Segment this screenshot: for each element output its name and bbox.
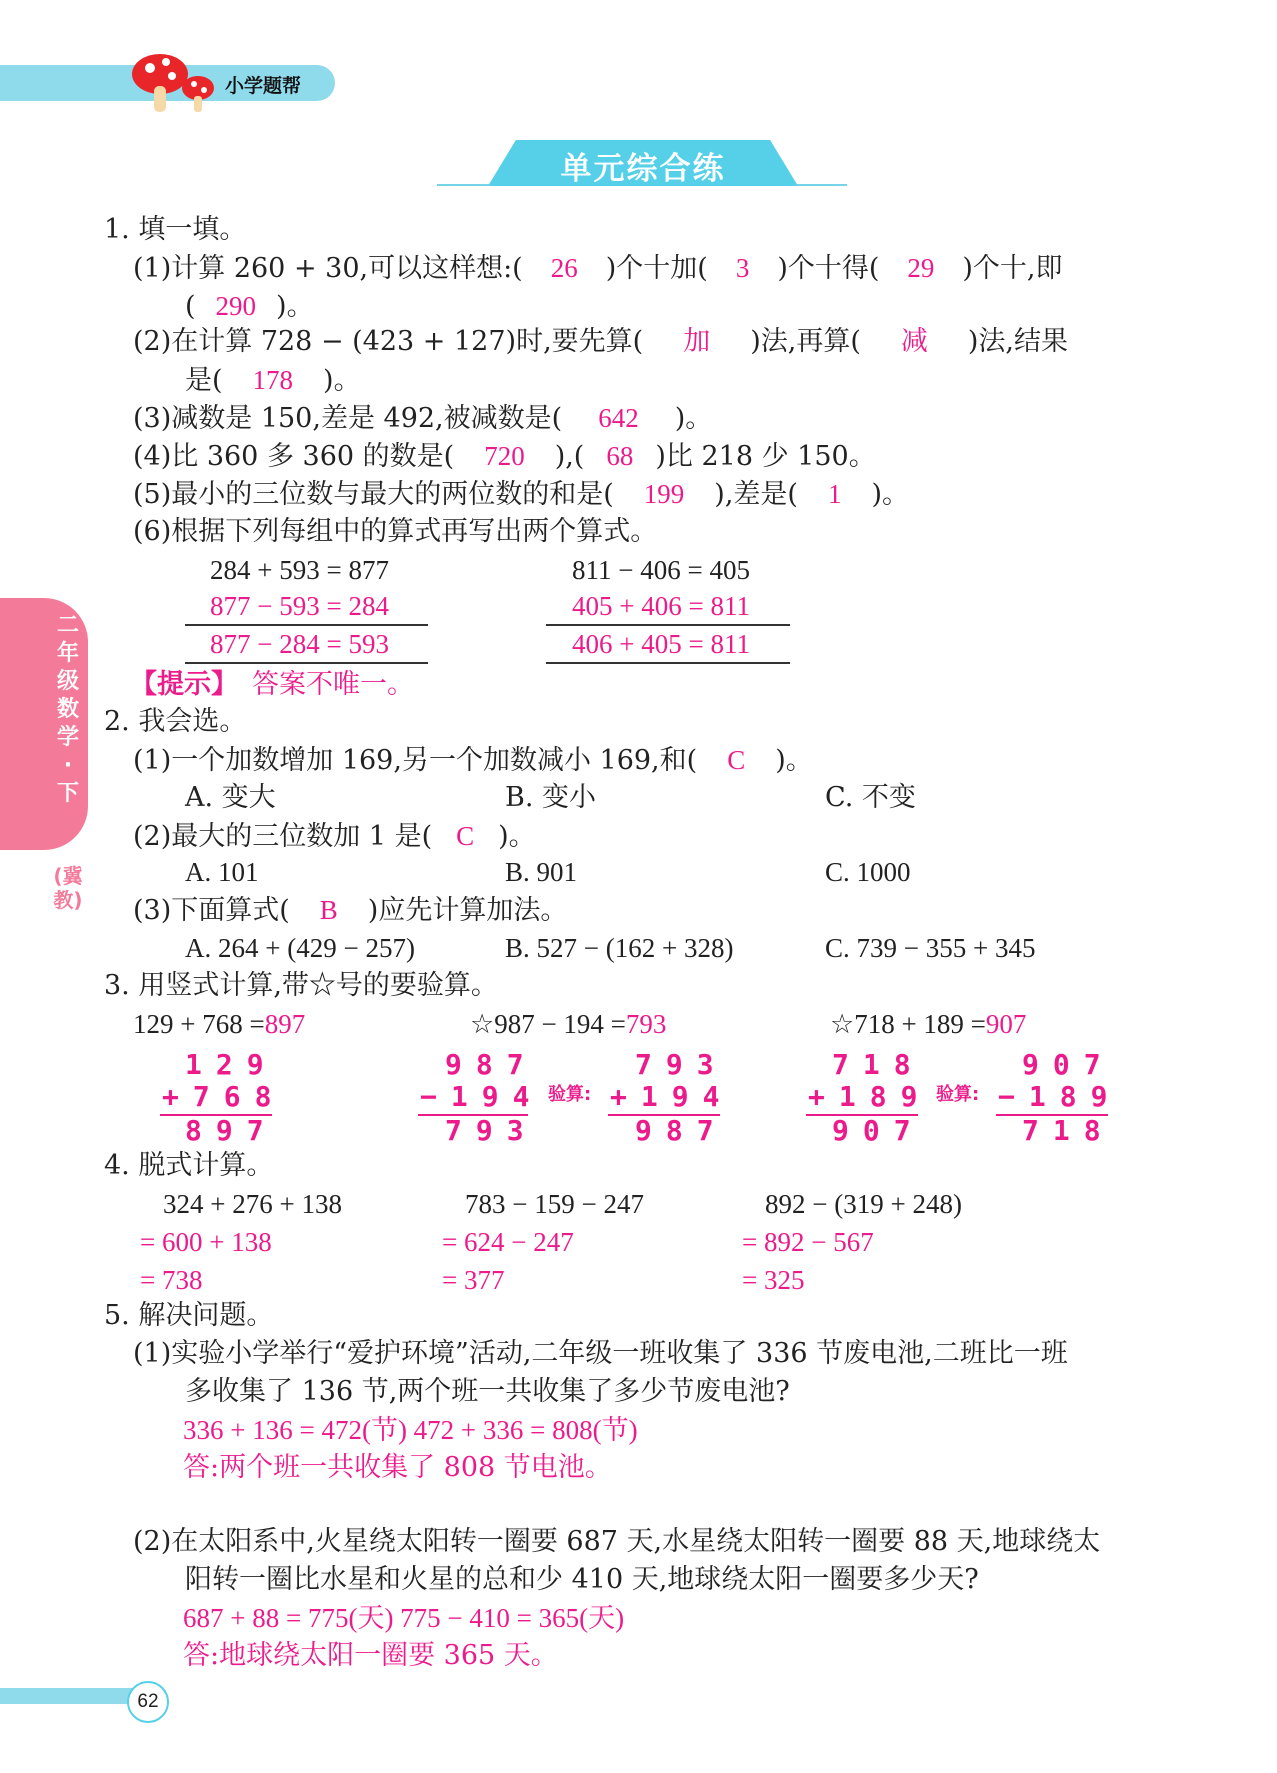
- answer: C: [727, 745, 746, 775]
- vertical-row: +189: [808, 1080, 932, 1113]
- q2-1-option-b: B. 变小: [505, 782, 597, 813]
- q1-title: 1. 填一填。: [104, 214, 247, 245]
- answer: 3: [735, 253, 750, 283]
- answer: 加: [683, 326, 711, 357]
- q2-1-option-c: C. 不变: [825, 782, 916, 813]
- q5-1-answer: 336 + 136 = 472(节) 472 + 336 = 808(节): [183, 1415, 638, 1445]
- answer: 减: [900, 326, 928, 357]
- hint: 【提示】 答案不唯一。: [130, 669, 414, 700]
- q1-6-given-1: 284 + 593 = 877: [210, 555, 389, 585]
- q2-3-option-b: B. 527 − (162 + 328): [505, 933, 734, 963]
- q2-title: 2. 我会选。: [104, 706, 247, 737]
- answer: 1: [827, 479, 842, 509]
- answer: 720: [484, 441, 525, 471]
- brand-name: 小学题帮: [225, 75, 302, 97]
- q4-expr: 783 − 159 − 247: [465, 1189, 644, 1219]
- verify-label: 验算:: [936, 1084, 980, 1105]
- q1-6: (6)根据下列每组中的算式再写出两个算式。: [133, 516, 658, 547]
- q2-2-option-c: C. 1000: [825, 857, 911, 887]
- q2-1-option-a: A. 变大: [185, 782, 276, 813]
- answer: 26: [550, 253, 578, 283]
- q4-expr: 324 + 276 + 138: [163, 1189, 342, 1219]
- answer-line: [185, 662, 428, 664]
- vertical-row: −194: [420, 1080, 544, 1113]
- vertical-row: 987: [445, 1048, 538, 1081]
- q1-3: (3)减数是 150,差是 492,被减数是( 642 )。: [133, 403, 713, 434]
- q2-2-option-a: A. 101: [185, 857, 259, 887]
- q5-title: 5. 解决问题。: [104, 1300, 274, 1331]
- answer: 793: [625, 1009, 667, 1039]
- q2-3: (3)下面算式( B )应先计算加法。: [133, 895, 568, 926]
- answer: 178: [252, 365, 294, 395]
- q4-step: = 377: [442, 1265, 505, 1295]
- q1-6-given-2: 811 − 406 = 405: [572, 555, 750, 585]
- q5-2-answer-text: 答:地球绕太阳一圈要 365 天。: [183, 1640, 558, 1671]
- q1-5: (5)最小的三位数与最大的两位数的和是( 199 ),差是( 1 )。: [133, 479, 909, 510]
- vertical-row: 718: [832, 1048, 925, 1081]
- vertical-row: 987: [635, 1114, 728, 1147]
- answer-line: [546, 662, 790, 664]
- verify-label: 验算:: [548, 1084, 592, 1105]
- q3-title: 3. 用竖式计算,带☆号的要验算。: [104, 970, 498, 1001]
- mushroom-icon: [128, 46, 228, 116]
- q2-1: (1)一个加数增加 169,另一个加数减小 169,和( C )。: [133, 745, 813, 776]
- q2-2-option-b: B. 901: [505, 857, 578, 887]
- vertical-row: −189: [998, 1080, 1122, 1113]
- q4-step: = 624 − 247: [442, 1227, 574, 1257]
- side-edition-label: (冀教): [53, 864, 83, 912]
- q2-2: (2)最大的三位数加 1 是( C )。: [133, 821, 536, 852]
- answer-line: [546, 624, 790, 626]
- answer: C: [456, 821, 475, 851]
- vertical-row: 793: [635, 1048, 728, 1081]
- answer: 290: [215, 291, 257, 321]
- q4-step: = 892 − 567: [742, 1227, 874, 1257]
- vertical-row: 897: [185, 1114, 278, 1147]
- q4-title: 4. 脱式计算。: [104, 1150, 274, 1181]
- vertical-row: +768: [162, 1080, 286, 1113]
- q1-2-line2: 是( 178 )。: [185, 365, 361, 396]
- q4-expr: 892 − (319 + 248): [765, 1189, 962, 1219]
- q5-1-line1: (1)实验小学举行“爱护环境”活动,二年级一班收集了 336 节废电池,二班比一班: [133, 1338, 1068, 1369]
- q1-4: (4)比 360 多 360 的数是( 720 ),( 68 )比 218 少 150。: [133, 441, 876, 472]
- q5-2-line2: 阳转一圈比水星和火星的总和少 410 天,地球绕太阳一圈要多少天?: [185, 1564, 979, 1595]
- q1-6-answer: 406 + 405 = 811: [572, 629, 750, 659]
- q2-3-option-c: C. 739 − 355 + 345: [825, 933, 1036, 963]
- page-number: 62: [127, 1681, 169, 1723]
- q4-step: = 600 + 138: [140, 1227, 272, 1257]
- page-title: 单元综合练: [560, 151, 726, 187]
- q1-6-answer: 405 + 406 = 811: [572, 591, 750, 621]
- answer: 199: [643, 479, 685, 509]
- q3-expr-3: ☆718 + 189 =907: [830, 1009, 1027, 1039]
- answer: 897: [264, 1009, 306, 1039]
- q3-expr-2: ☆987 − 194 =793: [470, 1009, 667, 1039]
- vertical-row: 907: [832, 1114, 925, 1147]
- vertical-row: 793: [445, 1114, 538, 1147]
- q1-2-line1: (2)在计算 728 − (423 + 127)时,要先算( 加 )法,再算( 减 )法,结果: [133, 326, 1068, 357]
- q5-2-answer: 687 + 88 = 775(天) 775 − 410 = 365(天): [183, 1603, 625, 1633]
- answer: 907: [985, 1009, 1027, 1039]
- q1-6-answer: 877 − 284 = 593: [210, 629, 389, 659]
- vertical-row: 907: [1022, 1048, 1115, 1081]
- answer: B: [319, 895, 338, 925]
- answer: 29: [907, 253, 935, 283]
- answer-line: [185, 624, 428, 626]
- vertical-row: +194: [610, 1080, 734, 1113]
- q2-3-option-a: A. 264 + (429 − 257): [185, 933, 415, 963]
- side-grade-label: 二年级数学·下: [56, 613, 79, 806]
- vertical-row: 129: [185, 1048, 278, 1081]
- q1-6-answer: 877 − 593 = 284: [210, 591, 389, 621]
- q1-1-line1: (1)计算 260 + 30,可以这样想:( 26 )个十加( 3 )个十得( 29 )个十,即: [133, 253, 1063, 284]
- q3-expr-1: 129 + 768 =897: [133, 1009, 306, 1039]
- answer: 68: [606, 441, 634, 471]
- q1-1-line2: ( 290 )。: [185, 291, 314, 322]
- answer: 642: [598, 403, 639, 433]
- vertical-row: 718: [1022, 1114, 1115, 1147]
- q4-step: = 325: [742, 1265, 805, 1295]
- q5-1-line2: 多收集了 136 节,两个班一共收集了多少节废电池?: [185, 1376, 790, 1407]
- q4-step: = 738: [140, 1265, 203, 1295]
- q5-2-line1: (2)在太阳系中,火星绕太阳转一圈要 687 天,水星绕太阳转一圈要 88 天,地球绕太: [133, 1526, 1101, 1557]
- q5-1-answer-text: 答:两个班一共收集了 808 节电池。: [183, 1452, 612, 1483]
- footer-bar: [0, 1688, 135, 1704]
